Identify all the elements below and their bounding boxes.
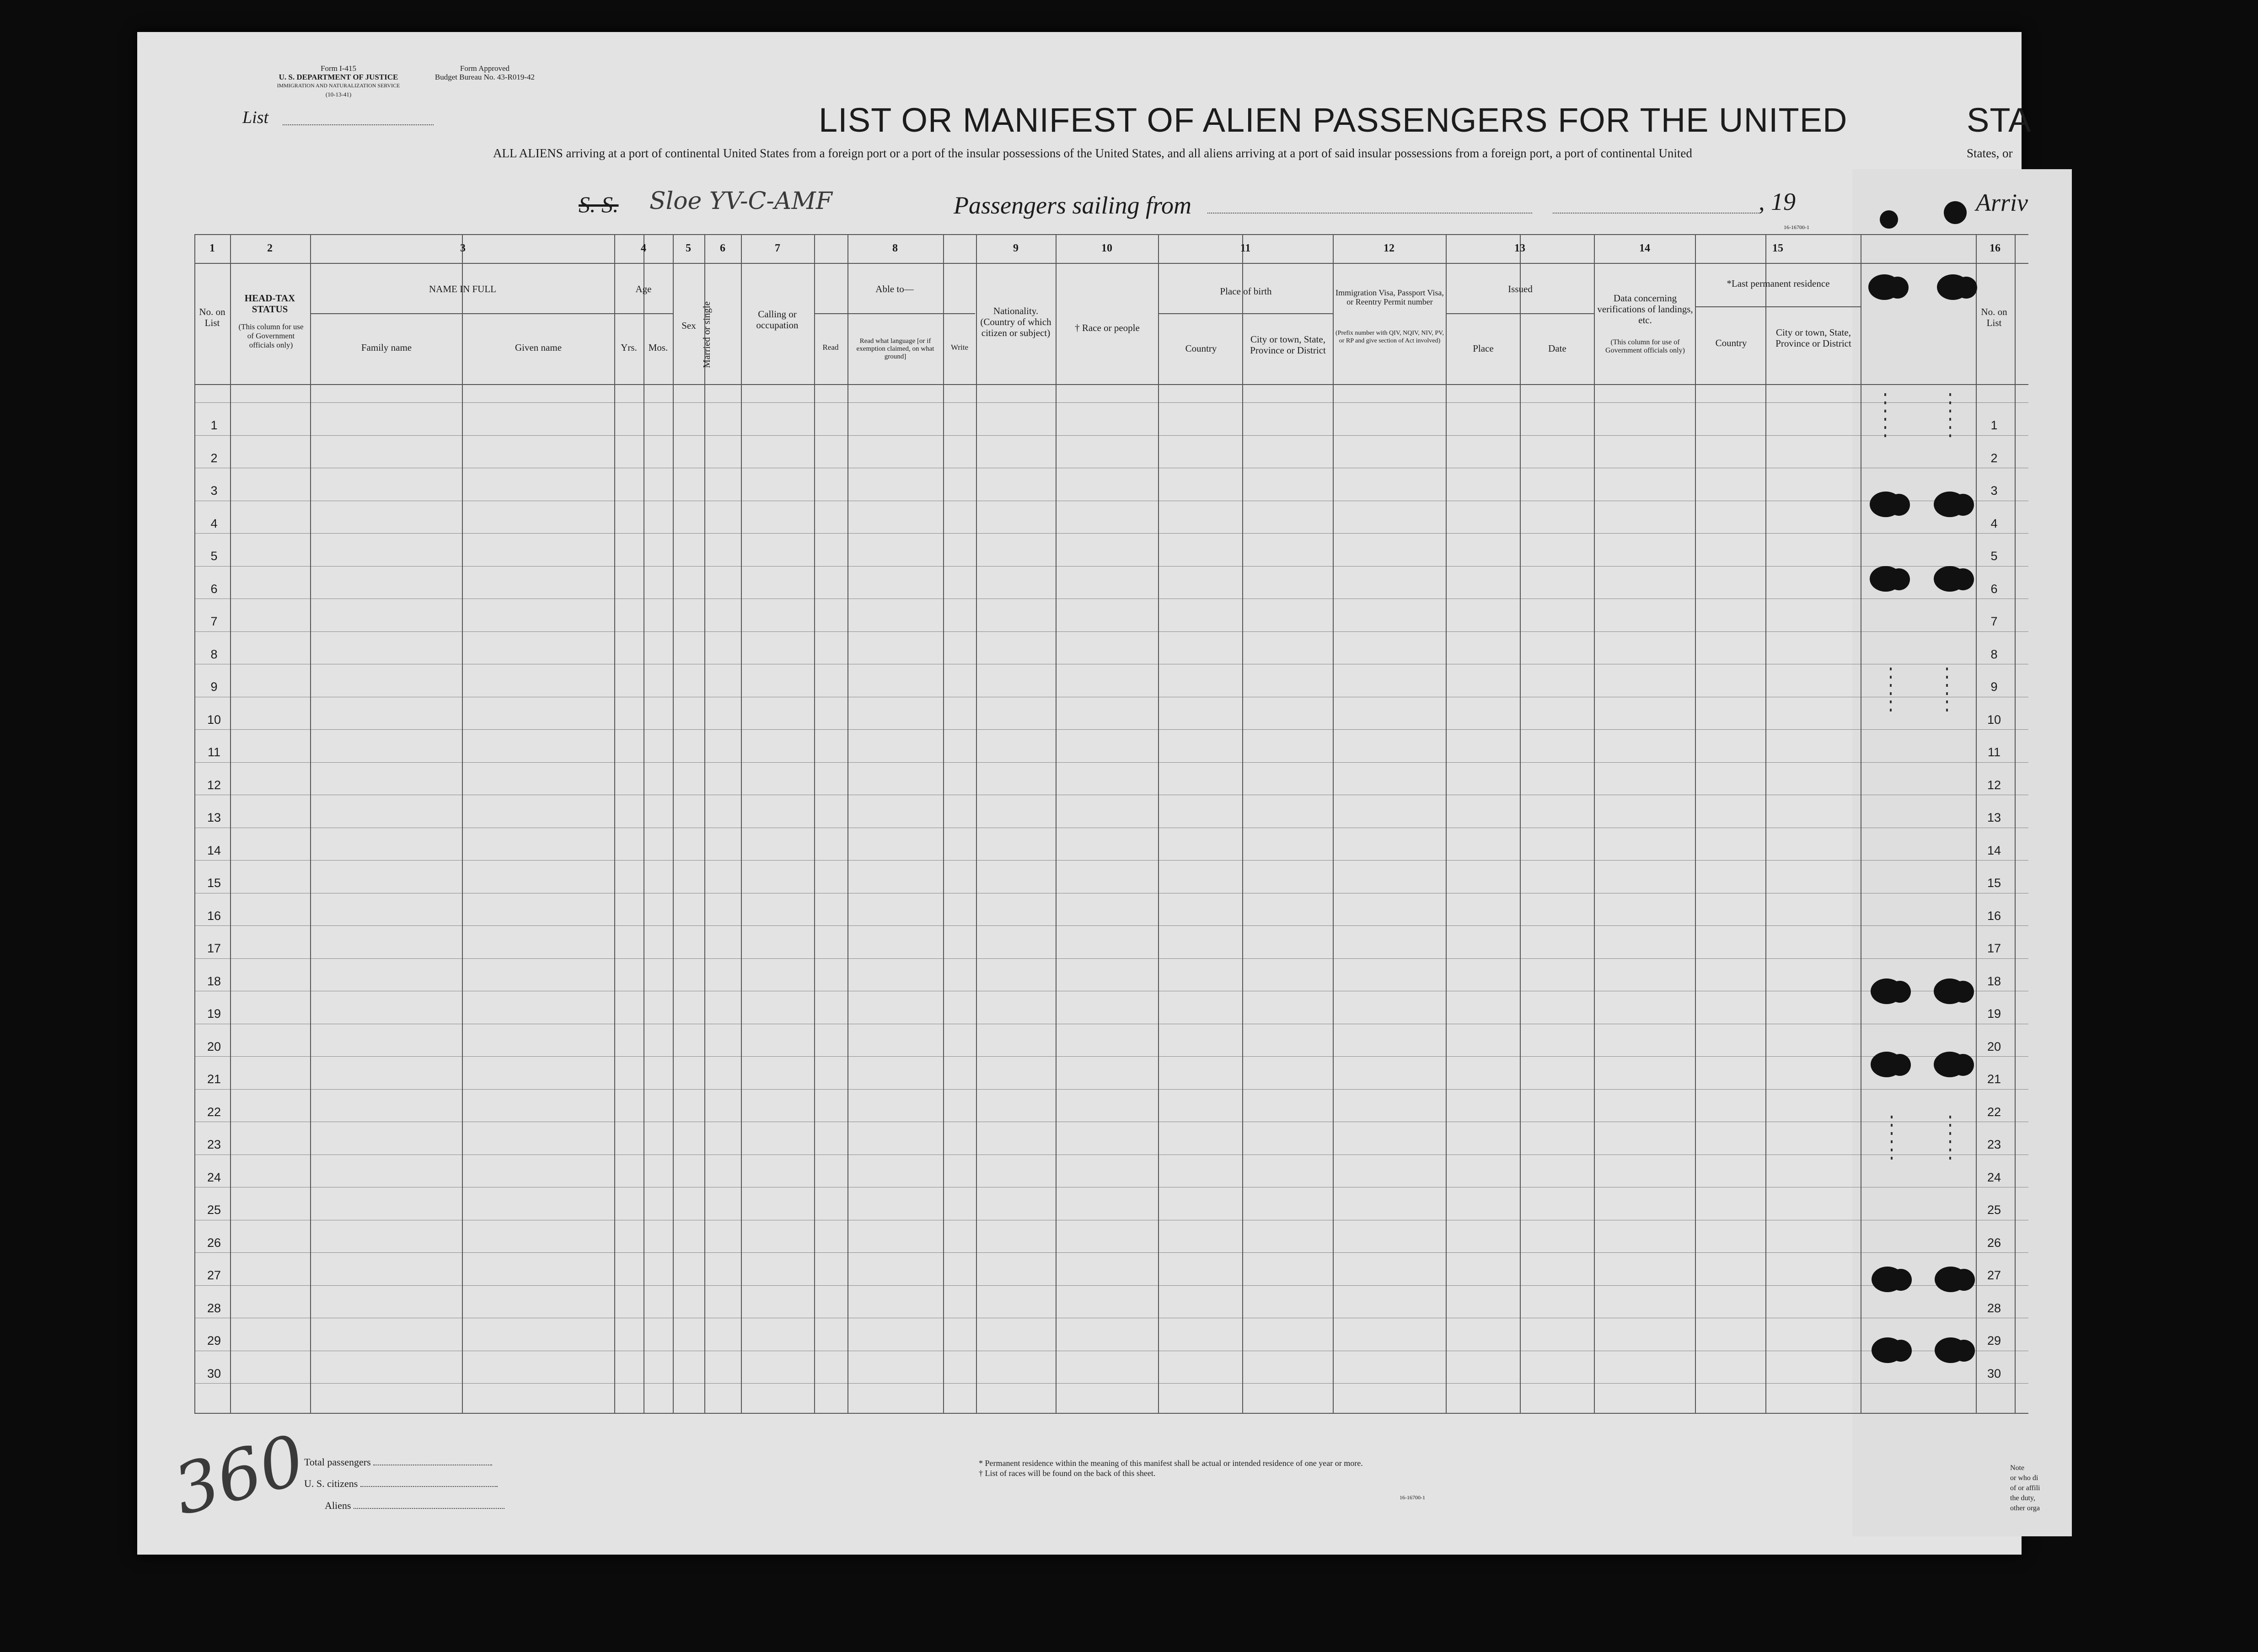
birth-city-header: City or town, State, Province or District	[1250, 334, 1326, 356]
column-rule	[1056, 234, 1057, 1413]
row-rule	[194, 729, 2028, 730]
row-number-right: 20	[1987, 1040, 2001, 1053]
head-tax-note: (This column for use of Government officials only)	[238, 322, 304, 349]
birth-subheader-rule	[1159, 313, 1333, 314]
sailing-from-label: Passengers sailing from	[954, 192, 1192, 219]
aliens-label	[325, 1500, 504, 1512]
perforation	[1946, 668, 1948, 713]
us-citizens-text: U. S. citizens	[304, 1478, 358, 1489]
given-name-header: Given name	[515, 342, 562, 353]
name-subheader-rule	[310, 313, 614, 314]
family-name-header: Family name	[361, 342, 412, 353]
row-rule	[194, 925, 2028, 926]
column-number: 2	[267, 242, 273, 254]
punch-hole	[1872, 1337, 1904, 1363]
row-rule	[194, 762, 2028, 763]
punch-hole	[1871, 1052, 1903, 1077]
row-number-right: 19	[1987, 1007, 2001, 1021]
right-note-line: Note	[2010, 1464, 2025, 1472]
row-number-right: 12	[1987, 778, 2001, 792]
row-number-right: 27	[1987, 1268, 2001, 1282]
row-number: 20	[207, 1040, 221, 1053]
row-number: 28	[207, 1301, 221, 1315]
row-rule	[194, 1285, 2028, 1286]
row-number-right: 24	[1987, 1171, 2001, 1184]
row-number: 22	[207, 1105, 221, 1119]
row-number: 25	[207, 1203, 221, 1217]
row-number-right: 2	[1990, 451, 1998, 465]
budget-bureau: Budget Bureau No. 43-R019-42	[434, 73, 535, 81]
sailing-date-field[interactable]	[1553, 213, 1759, 214]
column-rule	[1158, 234, 1159, 1413]
row-rule	[194, 1089, 2028, 1090]
row-number-right: 6	[1990, 582, 1998, 596]
punch-hole	[1868, 274, 1900, 300]
row-number-right: 25	[1987, 1203, 2001, 1217]
approval-block	[412, 64, 558, 81]
row-number: 8	[210, 647, 218, 661]
row-number: 29	[207, 1334, 221, 1347]
place-of-birth-header: Place of birth	[1220, 286, 1272, 297]
row-number: 30	[207, 1367, 221, 1380]
list-label: List	[242, 108, 269, 127]
perforation	[1890, 668, 1892, 713]
head-tax-header: HEAD-TAX STATUS	[244, 293, 295, 315]
manifest-subtitle-continued: States, or	[1967, 146, 2013, 160]
column-rule	[704, 234, 705, 1413]
column-rule	[847, 234, 848, 1413]
punch-hole	[1880, 210, 1898, 229]
row-rule	[194, 1056, 2028, 1057]
column-number: 14	[1639, 242, 1650, 254]
punch-hole	[1937, 274, 1969, 300]
table-top-rule	[194, 234, 2028, 235]
row-number: 21	[207, 1072, 221, 1086]
perforation	[1884, 393, 1886, 439]
column-number: 9	[1013, 242, 1019, 254]
row-number: 15	[207, 876, 221, 890]
age-years-header: Yrs.	[621, 342, 637, 353]
column-rule	[673, 234, 674, 1413]
row-number-right: 23	[1987, 1138, 2001, 1151]
married-single-header: Married or single	[701, 301, 712, 368]
ss-label: S. S.	[579, 192, 619, 217]
row-number-right: 22	[1987, 1105, 2001, 1119]
row-number-right: 28	[1987, 1301, 2001, 1315]
row-number: 12	[207, 778, 221, 792]
arriving-label: Arriv	[1976, 189, 2028, 216]
punch-hole	[1944, 201, 1967, 224]
manifest-sheet	[137, 32, 2022, 1555]
column-rule	[614, 234, 615, 1413]
perforation	[1949, 1116, 1951, 1161]
row-rule	[194, 435, 2028, 436]
row-rule	[194, 860, 2028, 861]
row-rule	[194, 958, 2028, 959]
column-number: 15	[1772, 242, 1783, 254]
column-rule	[1242, 234, 1243, 1413]
column-number: 10	[1101, 242, 1112, 254]
calling-header: Calling or occupation	[756, 309, 799, 331]
row-number: 7	[210, 615, 218, 628]
row-number-right: 11	[1987, 745, 2001, 759]
column-rule	[1446, 234, 1447, 1413]
list-number-field[interactable]	[283, 124, 434, 125]
column-number: 11	[1240, 242, 1251, 254]
row-number: 18	[207, 974, 221, 988]
column-rule	[310, 234, 311, 1413]
row-number: 2	[210, 451, 218, 465]
row-number: 13	[207, 811, 221, 824]
name-in-full-header: NAME IN FULL	[429, 283, 496, 294]
birth-country-header: Country	[1185, 343, 1217, 354]
row-number: 6	[210, 582, 218, 596]
manifest-subtitle: ALL ALIENS arriving at a port of continental United States from a foreign port or a port of the insular possessions of the United States, and all aliens arriving at a port of said insular possessions from a foreign port, a port of continental United	[493, 146, 1692, 160]
punch-hole	[1934, 1052, 1966, 1077]
row-number-right: 26	[1987, 1236, 2001, 1250]
row-number-right: 29	[1987, 1334, 2001, 1347]
column-rule	[976, 234, 977, 1413]
manifest-title-continued: STA	[1967, 101, 2032, 139]
row-number-right: 17	[1987, 941, 2001, 955]
row-rule	[194, 1252, 2028, 1253]
column-rule	[1594, 234, 1595, 1413]
row-number-right: 14	[1987, 844, 2001, 857]
form-approved: Form Approved	[460, 64, 510, 73]
no-on-list-header: No. on List	[199, 306, 225, 328]
column-rule	[741, 234, 742, 1413]
right-note-line: of or affili	[2010, 1484, 2040, 1492]
nationality-header: Nationality. (Country of which citizen or subject)	[980, 305, 1051, 338]
row-number-right: 16	[1987, 909, 2001, 923]
right-edge-note	[2010, 1463, 2040, 1513]
total-passengers-label	[304, 1456, 492, 1468]
row-number: 16	[207, 909, 221, 923]
column-rule	[194, 234, 195, 1413]
row-number-right: 30	[1987, 1367, 2001, 1380]
row-number: 10	[207, 713, 221, 727]
row-number: 9	[210, 680, 218, 694]
visa-note: (Prefix number with QIV, NQIV, NIV, PV, or RP and give section of Act involved)	[1335, 330, 1444, 344]
age-subheader-rule	[614, 313, 673, 314]
column-number: 6	[720, 242, 725, 254]
column-number: 8	[892, 242, 898, 254]
right-note-line: the duty,	[2010, 1494, 2035, 1502]
total-passengers-text: Total passengers	[304, 1456, 371, 1468]
row-number-right: 9	[1990, 680, 1998, 694]
punch-hole	[1935, 1337, 1967, 1363]
column-number: 5	[686, 242, 691, 254]
print-code-bottom: 16-16700-1	[1400, 1494, 1425, 1501]
row-number-right: 3	[1990, 484, 1998, 497]
able-to-header: Able to—	[875, 283, 914, 294]
service: IMMIGRATION AND NATURALIZATION SERVICE	[277, 82, 400, 89]
us-citizens-label	[304, 1478, 498, 1490]
row-number: 26	[207, 1236, 221, 1250]
row-rule	[194, 533, 2028, 534]
ship-name-handwritten[interactable]: Sloe YV-C-AMF	[649, 187, 832, 215]
punch-hole	[1934, 492, 1966, 517]
row-number-right: 7	[1990, 615, 1998, 628]
read-language-header: Read what language [or if exemption claimed, on what ground]	[856, 337, 934, 360]
row-number-right: 4	[1990, 517, 1998, 530]
punch-hole	[1934, 566, 1966, 592]
landings-note: (This column for use of Government officials only)	[1605, 338, 1685, 354]
column-number: 4	[641, 242, 646, 254]
issued-subheader-rule	[1447, 313, 1594, 314]
row-number-right: 18	[1987, 974, 2001, 988]
residence-country-header: Country	[1715, 337, 1747, 348]
row-number-right: 8	[1990, 647, 1998, 661]
race-header: † Race or people	[1075, 322, 1140, 333]
sailing-port-field[interactable]	[1207, 213, 1532, 214]
column-rule	[1695, 234, 1696, 1413]
row-number-right: 10	[1987, 713, 2001, 727]
issued-place-header: Place	[1473, 343, 1494, 354]
column-number: 1	[209, 242, 215, 254]
punch-hole	[1871, 978, 1903, 1004]
age-header: Age	[635, 283, 652, 294]
right-note-line: other orga	[2010, 1504, 2040, 1512]
row-rule	[194, 402, 2028, 403]
row-number: 17	[207, 941, 221, 955]
column-number: 7	[775, 242, 780, 254]
punch-hole	[1870, 566, 1902, 592]
punch-hole	[1872, 1267, 1904, 1292]
punch-hole	[1934, 978, 1966, 1004]
sex-header: Sex	[681, 320, 696, 331]
manifest-title: LIST OR MANIFEST OF ALIEN PASSENGERS FOR THE UNITED	[819, 101, 1848, 139]
row-number-right: 15	[1987, 876, 2001, 890]
no-on-list-header-right: No. on List	[1981, 306, 2007, 328]
issued-date-header: Date	[1548, 343, 1566, 354]
form-number: Form I-415	[321, 64, 356, 73]
row-number: 4	[210, 517, 218, 530]
row-number-right: 13	[1987, 811, 2001, 824]
column-rule	[1520, 234, 1521, 1413]
row-number-right: 21	[1987, 1072, 2001, 1086]
aliens-text: Aliens	[325, 1500, 351, 1511]
right-continuation-strip	[1852, 169, 2072, 1536]
residence-subheader-rule	[1696, 306, 1861, 307]
row-number: 24	[207, 1171, 221, 1184]
header-bottom-rule	[194, 384, 2028, 385]
year-label: , 19	[1759, 188, 1796, 215]
row-rule	[194, 631, 2028, 632]
row-number-right: 1	[1990, 418, 1998, 432]
row-number: 27	[207, 1268, 221, 1282]
row-number: 1	[210, 418, 218, 432]
landings-header: Data concerning verifications of landings, etc.	[1597, 293, 1693, 326]
row-number: 23	[207, 1138, 221, 1151]
column-rule	[1765, 234, 1766, 1413]
footnote-residence: * Permanent residence within the meaning of this manifest shall be actual or intended residence of one year or more.	[979, 1459, 1363, 1468]
row-rule	[194, 1383, 2028, 1384]
issued-header: Issued	[1508, 283, 1533, 294]
last-residence-header: *Last permanent residence	[1727, 278, 1830, 289]
row-number: 19	[207, 1007, 221, 1021]
print-code-top: 16-16700-1	[1784, 224, 1809, 230]
right-note-line: or who di	[2010, 1474, 2038, 1482]
visa-header: Immigration Visa, Passport Visa, or Reentry Permit number	[1335, 288, 1444, 306]
row-number-right: 5	[1990, 549, 1998, 563]
age-months-header: Mos.	[648, 342, 668, 353]
footnote-races: † List of races will be found on the back of this sheet.	[979, 1469, 1156, 1478]
margin-handwritten-number: 360	[166, 1420, 313, 1531]
punch-hole	[1870, 492, 1902, 517]
column-rule	[2015, 234, 2016, 1413]
column-number: 16	[1990, 242, 2001, 254]
column-rule	[814, 234, 815, 1413]
form-date: (10-13-41)	[325, 91, 352, 98]
column-number: 12	[1384, 242, 1394, 254]
form-info-block	[274, 64, 402, 99]
row-rule	[194, 566, 2028, 567]
read-header: Read	[822, 343, 839, 352]
row-number: 3	[210, 484, 218, 497]
perforation	[1949, 393, 1951, 439]
column-number: 3	[460, 242, 466, 254]
row-number: 14	[207, 844, 221, 857]
column-number: 13	[1514, 242, 1525, 254]
write-header: Write	[950, 343, 969, 352]
department: U. S. DEPARTMENT OF JUSTICE	[279, 73, 398, 81]
punch-hole	[1935, 1267, 1967, 1292]
column-rule	[943, 234, 944, 1413]
row-number: 5	[210, 549, 218, 563]
column-number-rule	[194, 263, 2028, 264]
perforation	[1891, 1116, 1893, 1161]
column-rule	[1333, 234, 1334, 1413]
residence-city-header: City or town, State, Province or District	[1775, 327, 1851, 349]
column-rule	[462, 234, 463, 1413]
row-number: 11	[207, 745, 221, 759]
able-subheader-rule	[814, 313, 975, 314]
table-bottom-rule	[194, 1413, 2028, 1414]
